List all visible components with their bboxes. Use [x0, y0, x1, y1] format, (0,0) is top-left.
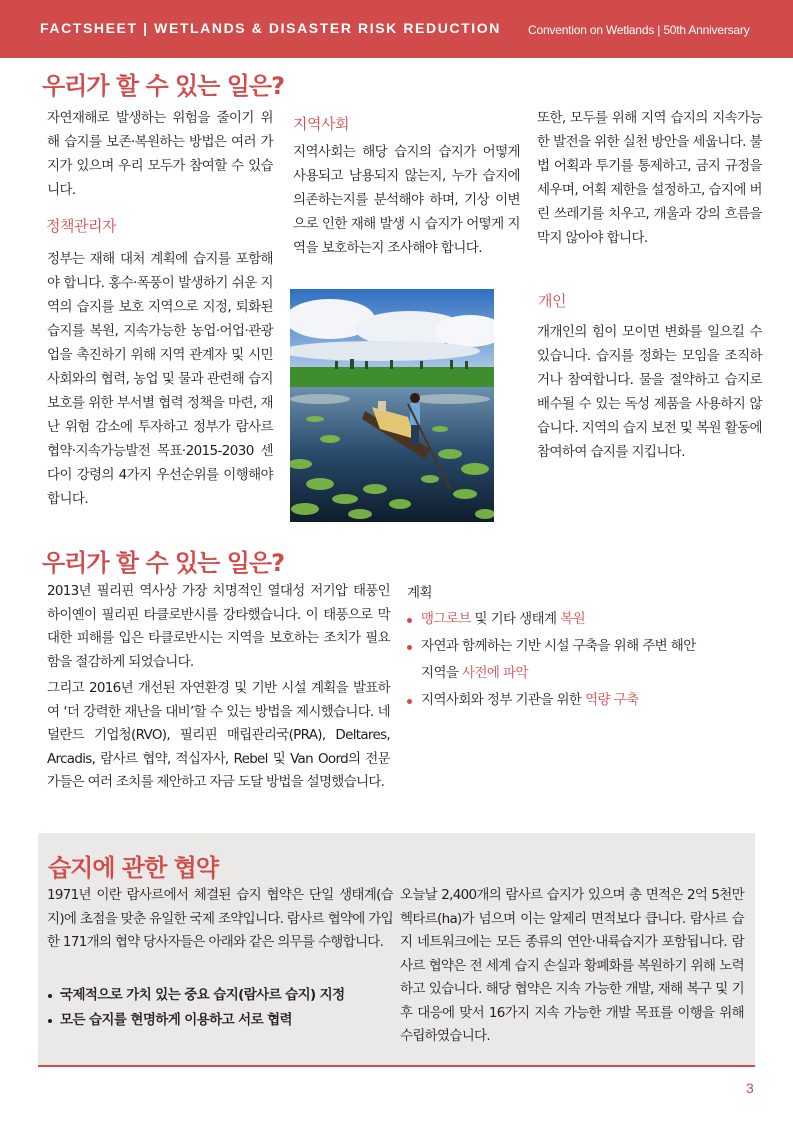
individuals-paragraph: 개개인의 힘이 모이면 변화를 일으킬 수 있습니다. 습지를 정화는 모임을 조직하거나 참여합니다. 물을 절약하고 습지로 배수될 수 있는 독성 제품을 사용하지 않습니다. 지역의 습지 보전 및 복원 활동에 참여하여 습지를 지킵니다.	[537, 324, 762, 460]
convention-paragraph-1: 1971년 이란 람사르에서 체결된 습지 협약은 단일 생태계(습지)에 초점을 맞춘 유일한 국제 조약입니다. 람사르 협약에 가입한 171개의 협약 당사자들은 아래와 같은 의무를 수행합니다.	[47, 887, 393, 950]
wetland-boat-photo	[290, 289, 494, 522]
bullet-dot-icon	[48, 994, 52, 998]
bullet-dot-icon	[48, 1019, 52, 1023]
tacloban-paragraph-1: 2013년 필리핀 역사상 가장 치명적인 열대성 저기압 태풍인 하이옌이 필리핀 타클로반시를 강타했습니다. 이 태풍으로 막대한 피해를 입은 타클로반시는 지역을 보호하는 조치가 필요함을 절감하게 되었습니다.	[47, 583, 390, 670]
factsheet-title: FACTSHEET | WETLANDS & DISASTER RISK REDUCTION	[40, 20, 501, 36]
highlight-restore: 복원	[560, 611, 586, 627]
section-title-case-study: 우리가 할 수 있는 일은?	[42, 549, 284, 577]
bullet-dot-icon	[407, 618, 412, 623]
plan-bullet-item	[407, 687, 757, 714]
convention-paragraph-2: 오늘날 2,400개의 람사르 습지가 있으며 총 면적은 2억 5천만 헥타르(ha)가 넘으며 이는 알제리 면적보다 큽니다. 람사르 습지 네트워크에는 모든 종류의 연안·내륙습지가 포함됩니다. 람사르 협약은 전 세계 습지 손실과 황폐화를 복원하기 위해 노력하고 있습니다. 해당 협약은 지속 가능한 개발, 재해 복구 및 기후 대응에 맞서 16가지 지속 가능한 개발 목표를 이행을 위해 수립하였습니다.	[400, 887, 744, 1044]
bullet-text: 지역사회와 정부 기관을 위한	[421, 692, 586, 708]
community-paragraph: 지역사회는 해당 습지의 습지가 어떻게 사용되고 남용되지 않는지, 누가 습지에 의존하는지를 분석해야 하며, 기상 이변으로 인한 재해 발생 시 습지가 어떻게 지역을 보호하는지 조사해야 합니다.	[293, 144, 520, 256]
section-title-what-we-can-do: 우리가 할 수 있는 일은?	[42, 72, 284, 100]
header-bar	[0, 0, 793, 58]
community-continued-paragraph: 또한, 모두를 위해 지역 습지의 지속가능한 발전을 위한 실천 방안을 세웁니다. 불법 어획과 투기를 통제하고, 금지 규정을 세우며, 어획 제한을 설정하고, 습지에 버린 쓰레기를 치우고, 개울과 강의 흐름을 막지 않아야 합니다.	[537, 110, 762, 246]
convention-title: 습지에 관한 협약	[48, 854, 218, 882]
policy-makers-heading: 정책관리자	[46, 217, 116, 235]
obligation-text: 모든 습지를 현명하게 이용하고 서로 협력	[60, 1012, 292, 1028]
bullet-text-cont: 지역을	[421, 665, 463, 681]
individuals-heading: 개인	[538, 292, 566, 310]
page-number: 3	[746, 1080, 754, 1096]
bullet-text: 및 기타 생태계	[470, 611, 561, 627]
plan-label: 계획	[407, 585, 432, 601]
plan-bullet-list	[407, 606, 757, 714]
plan-bullet-item	[407, 606, 757, 633]
community-heading: 지역사회	[293, 115, 349, 133]
highlight-identify: 사전에 파악	[462, 665, 528, 681]
convention-obligations-list	[47, 983, 397, 1033]
bullet-text: 자연과 함께하는 기반 시설 구축을 위해 주변 해안	[421, 638, 696, 654]
obligation-item	[47, 1008, 397, 1033]
intro-paragraph: 자연재해로 발생하는 위험을 줄이기 위해 습지를 보존·복원하는 방법은 여러 가지가 있으며 우리 모두가 참여할 수 있습니다.	[47, 110, 273, 198]
policy-makers-paragraph: 정부는 재해 대처 계획에 습지를 포함해야 합니다. 홍수·폭풍이 발생하기 쉬운 지역의 습지를 보호 지역으로 지정, 퇴화된 습지를 복원, 지속가능한 농업·어업·관광업을 촉진하기 위해 지역 관계자 및 시민 사회와의 협력, 농업 및 물과 관련해 습지 보호를 위한 부서별 협력 정책을 마련, 재난 위험 감소에 투자하고 정부가 람사르 협약·지속가능발전 목표·2015-2030 센다이 강령의 4가지 우선순위를 이행해야 합니다.	[47, 251, 273, 507]
convention-subtitle: Convention on Wetlands | 50th Anniversary	[528, 23, 750, 37]
plan-bullet-item	[407, 633, 757, 687]
obligation-item	[47, 983, 397, 1008]
highlight-capacity: 역량 구축	[585, 692, 639, 708]
highlight-mangrove: 맹그로브	[421, 611, 471, 627]
obligation-text: 국제적으로 가치 있는 중요 습지(람사르 습지) 지정	[60, 987, 345, 1003]
bullet-dot-icon	[407, 699, 412, 704]
bullet-dot-icon	[407, 645, 412, 650]
convention-info-box	[38, 833, 755, 1067]
tacloban-paragraph-2: 그리고 2016년 개선된 자연환경 및 기반 시설 계획을 발표하여 ‘더 강력한 재난을 대비’할 수 있는 방법을 제시했습니다. 네덜란드 기업청(RVO), 필리핀 매립관리국(PRA), Deltares, Arcadis, 람사르 협약, 적십자사, Rebel 및 Van Oord의 전문가들은 여러 조치를 제안하고 자금 도달 방법을 설명했습니다.	[47, 680, 390, 790]
